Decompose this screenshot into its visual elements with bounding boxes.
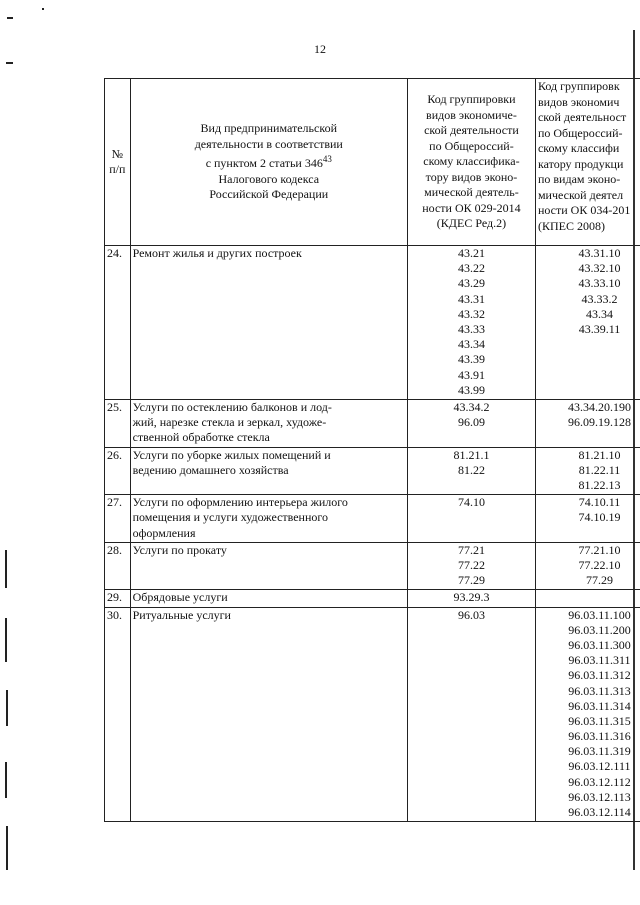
row-number: 25. bbox=[105, 400, 131, 448]
header-num-line: № bbox=[111, 146, 124, 161]
okpd-code: 96.03.11.316 bbox=[568, 729, 631, 744]
table-header-row bbox=[105, 79, 640, 246]
activity-name bbox=[130, 590, 407, 607]
scan-mark-line bbox=[6, 690, 8, 726]
okpd-code: 77.21.10 bbox=[578, 542, 621, 557]
activity-name bbox=[130, 246, 407, 400]
okved-code: 43.34.2 bbox=[453, 400, 490, 414]
header-activity-text: с пунктом 2 статьи 346 bbox=[205, 156, 323, 171]
okpd-codes bbox=[535, 246, 640, 400]
okved-code: 77.22 bbox=[457, 557, 485, 572]
header-okpd-line: ской деятельност bbox=[537, 110, 627, 124]
table-row bbox=[105, 495, 640, 543]
okved-code: 77.29 bbox=[457, 573, 485, 588]
header-activity bbox=[130, 79, 407, 246]
header-okved-line: ской деятельности bbox=[424, 123, 519, 138]
scan-mark-dot bbox=[42, 8, 44, 10]
table-row bbox=[105, 607, 640, 822]
scan-mark-dash bbox=[6, 62, 13, 64]
okpd-code: 43.34.20.190 bbox=[567, 400, 631, 414]
okved-codes bbox=[407, 590, 535, 607]
scan-mark-dash bbox=[7, 17, 13, 19]
header-activity-line bbox=[133, 172, 405, 188]
okpd-code: 96.03.11.200 bbox=[568, 622, 631, 637]
okpd-code: 43.32.10 bbox=[578, 261, 621, 276]
table-row bbox=[105, 542, 640, 590]
activity-name-line: Услуги по оформлению интерьера жилого bbox=[132, 495, 348, 510]
okved-code: 74.10 bbox=[457, 495, 485, 510]
header-activity-text: деятельности в соответствии bbox=[194, 136, 343, 151]
activity-name-line: Обрядовые услуги bbox=[132, 590, 228, 605]
okpd-code: 43.33.2 bbox=[581, 291, 618, 306]
okved-codes bbox=[407, 400, 535, 448]
header-okpd bbox=[535, 79, 640, 246]
okved-code: 77.21 bbox=[457, 542, 485, 557]
table-row bbox=[105, 590, 640, 607]
header-okved-line: Код группировки bbox=[427, 92, 516, 107]
okved-code: 43.22 bbox=[457, 261, 485, 276]
okpd-code: 96.03.11.100 bbox=[568, 607, 631, 622]
row-number: 27. bbox=[105, 495, 131, 543]
row-number: 24. bbox=[105, 246, 131, 400]
okpd-code: 43.33.10 bbox=[578, 276, 621, 291]
activity-name bbox=[130, 542, 407, 590]
okpd-code: 74.10.11 bbox=[578, 495, 621, 510]
header-activity-line bbox=[133, 152, 405, 172]
header-okved-line: (КДЕС Ред.2) bbox=[436, 216, 507, 231]
okpd-codes bbox=[535, 542, 640, 590]
okpd-code: 96.03.11.319 bbox=[568, 744, 631, 759]
okved-code: 43.91 bbox=[457, 367, 485, 382]
okved-codes bbox=[407, 607, 535, 822]
okved-code: 93.29.3 bbox=[453, 590, 490, 605]
header-okved bbox=[407, 79, 535, 246]
header-okved-line: мической деятель- bbox=[424, 185, 519, 200]
okpd-code: 96.09.19.128 bbox=[567, 415, 631, 430]
activity-name-line: Ритуальные услуги bbox=[132, 607, 231, 622]
okpd-codes bbox=[535, 607, 640, 822]
okpd-codes bbox=[535, 495, 640, 543]
okpd-codes bbox=[535, 590, 640, 607]
header-okved-line: тору видов эконо- bbox=[425, 169, 518, 184]
okpd-code: 96.03.12.113 bbox=[568, 789, 631, 804]
okpd-code: 81.22.11 bbox=[578, 462, 621, 477]
okpd-code: 43.39.11 bbox=[578, 321, 621, 336]
header-activity-text: Вид предпринимательской bbox=[200, 121, 337, 136]
activity-name-line: ственной обработке стекла bbox=[132, 430, 270, 445]
header-okpd-line: видов экономич bbox=[537, 94, 620, 109]
okpd-code: 96.03.12.111 bbox=[568, 759, 631, 774]
header-activity-line bbox=[133, 137, 405, 153]
okved-code: 43.29 bbox=[457, 276, 485, 291]
okved-code: 43.33 bbox=[457, 321, 485, 336]
okpd-code: 96.03.11.313 bbox=[568, 683, 631, 698]
header-okpd-line: (КПЕС 2008) bbox=[537, 218, 605, 233]
activity-name-line: жий, нарезке стекла и зеркал, художе- bbox=[132, 415, 327, 430]
okpd-codes bbox=[535, 447, 640, 495]
header-activity-text: Налогового кодекса bbox=[218, 171, 320, 186]
activity-name bbox=[130, 495, 407, 543]
row-number: 30. bbox=[105, 607, 131, 822]
okved-codes bbox=[407, 246, 535, 400]
okpd-code: 96.03.12.112 bbox=[568, 774, 631, 789]
okpd-code: 96.03.11.315 bbox=[568, 713, 631, 728]
activity-name bbox=[130, 607, 407, 822]
okpd-code: 43.31.10 bbox=[578, 246, 621, 260]
okpd-code: 81.21.10 bbox=[578, 447, 621, 462]
header-okpd-line: Код группировк bbox=[537, 79, 620, 93]
scan-mark-line bbox=[5, 762, 7, 798]
okved-code: 43.21 bbox=[457, 246, 485, 260]
header-okpd-line: по Общероссий- bbox=[537, 125, 623, 140]
okved-table bbox=[104, 78, 640, 822]
okved-code: 43.39 bbox=[457, 352, 485, 367]
table-row bbox=[105, 246, 640, 400]
header-num bbox=[105, 79, 131, 246]
scan-mark-line bbox=[5, 550, 7, 588]
activity-name-line: Услуги по остеклению балконов и лод- bbox=[132, 400, 332, 414]
okved-codes bbox=[407, 542, 535, 590]
okpd-code: 96.03.11.312 bbox=[568, 668, 631, 683]
header-activity-line bbox=[133, 121, 405, 137]
header-okved-line: видов экономиче- bbox=[426, 107, 517, 122]
okpd-code: 74.10.19 bbox=[578, 510, 621, 525]
okpd-code: 43.34 bbox=[585, 306, 613, 321]
header-activity-text: Российской Федерации bbox=[209, 187, 329, 202]
okpd-code: 77.29 bbox=[585, 573, 613, 588]
table-row bbox=[105, 400, 640, 448]
okved-code: 81.21.1 bbox=[453, 447, 490, 462]
activity-name bbox=[130, 400, 407, 448]
header-activity-line bbox=[133, 187, 405, 203]
header-okpd-line: по видам эконо- bbox=[537, 172, 621, 186]
okpd-code: 96.03.11.300 bbox=[568, 637, 631, 652]
header-okved-line: ности ОК 029-2014 bbox=[422, 200, 521, 215]
row-number: 26. bbox=[105, 447, 131, 495]
okved-code: 96.03 bbox=[457, 607, 485, 622]
okpd-code: 81.22.13 bbox=[578, 477, 621, 492]
activity-name-line: оформления bbox=[132, 525, 196, 540]
okpd-codes bbox=[535, 400, 640, 448]
activity-name-line: помещения и услуги художественного bbox=[132, 510, 329, 525]
activity-name-line: ведению домашнего хозяйства bbox=[132, 462, 289, 477]
activity-name-line: Ремонт жилья и других построек bbox=[132, 246, 302, 260]
activity-name bbox=[130, 447, 407, 495]
row-number: 29. bbox=[105, 590, 131, 607]
okved-codes bbox=[407, 447, 535, 495]
okved-code: 43.32 bbox=[457, 306, 485, 321]
header-num-line: п/п bbox=[109, 162, 126, 176]
okpd-code: 96.03.11.314 bbox=[568, 698, 631, 713]
scan-mark-line bbox=[6, 826, 8, 870]
footnote-ref: 43 bbox=[322, 154, 332, 165]
okved-code: 43.99 bbox=[457, 382, 485, 397]
activity-name-line: Услуги по уборке жилых помещений и bbox=[132, 447, 331, 462]
header-okpd-line: скому классифи bbox=[537, 141, 620, 155]
row-number: 28. bbox=[105, 542, 131, 590]
header-okpd-line: мической деятел bbox=[537, 187, 624, 202]
okpd-code: 96.03.11.311 bbox=[568, 653, 631, 668]
okved-code: 81.22 bbox=[457, 462, 485, 477]
scan-mark-line bbox=[5, 618, 7, 662]
okved-code: 96.09 bbox=[457, 415, 485, 430]
okpd-code: 96.03.12.114 bbox=[568, 805, 631, 819]
okved-codes bbox=[407, 495, 535, 543]
okved-code: 43.34 bbox=[457, 337, 485, 352]
header-okved-line: по Общероссий- bbox=[429, 138, 514, 153]
header-okpd-line: ности ОК 034-201 bbox=[537, 203, 631, 217]
header-okved-line: скому классифика- bbox=[423, 154, 520, 169]
table-row bbox=[105, 447, 640, 495]
activity-name-line: Услуги по прокату bbox=[132, 542, 227, 557]
header-okpd-line: катору продукци bbox=[537, 156, 624, 171]
okved-code: 43.31 bbox=[457, 291, 485, 306]
okpd-code: 77.22.10 bbox=[578, 557, 621, 572]
page-number: 12 bbox=[314, 42, 326, 56]
